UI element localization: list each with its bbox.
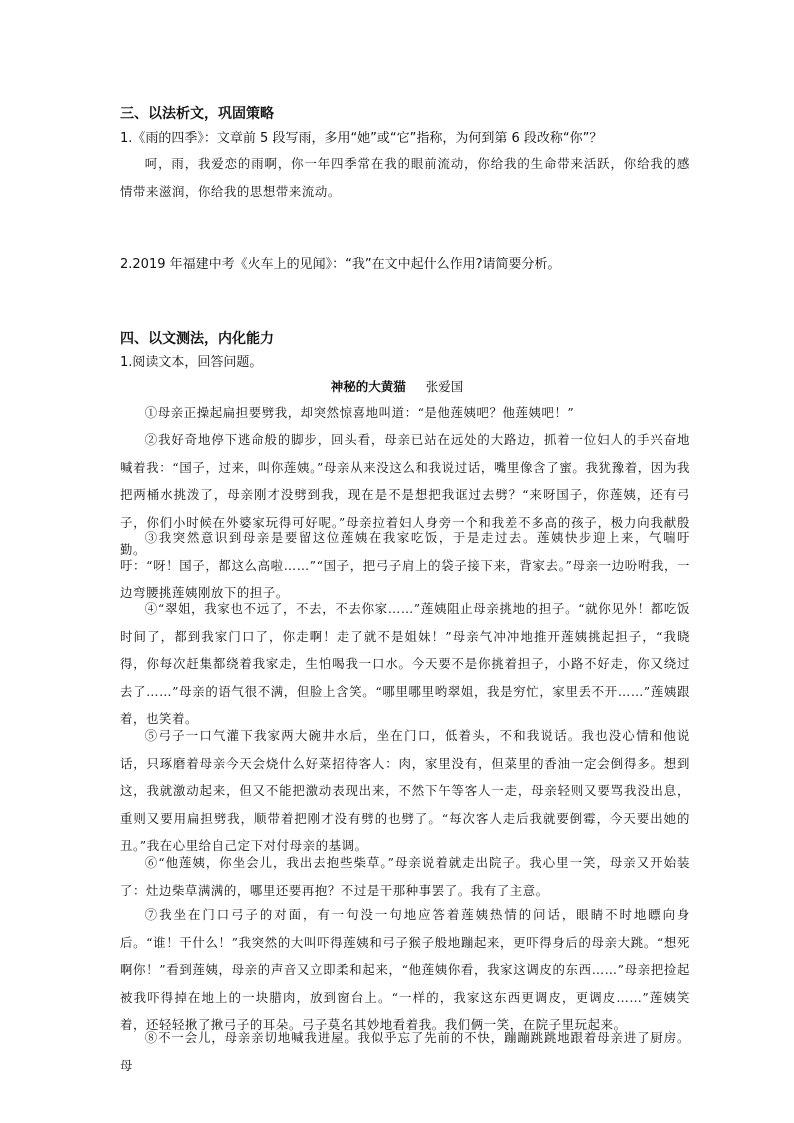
article-paragraph-5: ⑤弓子一口气灌下我家两大碗井水后，坐在门口，低着头，不和我说话。我也没心情和他说话，只琢磨着母亲今天会烧什么好菜招待客人：肉，家里没有，但菜里的香油一定会倒得多。想到这，我就激动起来，但又不能把激动表现出来，不然下午等客人一走，母亲轻则又要骂我没出息，重则又要用扁担劈我，顺带着把刚才没有劈的也劈了。“每次客人走后我就要倒霉，今天要出她的丑。”我在心里给自己定下对付母亲的基调。: [120, 728, 690, 853]
article-paragraph-8: ⑧不一会儿，母亲亲切地喊我进屋。我似乎忘了先前的不快，蹦蹦跳跳地跟着母亲进了厨房。母: [120, 1030, 690, 1073]
article-paragraph-4: ④“翠姐，我家也不远了，不去，不去你家……”莲姨阻止母亲挑地的担子。“就你见外！都吃饭时间了，都到我家门口了，你走啊！走了就不是姐妹！”母亲气冲冲地推开莲姨挑起担子，“我晓得，你每次赶集都绕着我家走，生怕喝我一口水。今天要不是你挑着担子，小路不好走，你又绕过去了……”母亲的语气很不满，但脸上含笑。“哪里哪里哟翠姐，我是穷忙，家里丢不开……”莲姨跟着，也笑着。: [120, 601, 690, 726]
article-paragraph-1: ①母亲正操起扁担要劈我，却突然惊喜地叫道：“是他莲姨吧？他莲姨吧！”: [144, 405, 575, 420]
section-3-heading: 三、以法析文，巩固策略: [120, 106, 274, 122]
section-3-question-1: 1.《雨的四季》：文章前 5 段写雨，多用“她”或“它”指称，为何到第 6 段改称“你”？: [120, 131, 603, 146]
article-paragraph-7: ⑦我坐在门口弓子的对面，有一句没一句地应答着莲姨热情的问话，眼睛不时地瞟向身后。“谁！干什么！”我突然的大叫吓得莲姨和弓子猴子般地蹦起来，更吓得身后的母亲大跳。“想死啊你！”看到莲姨，母亲的声音又立即柔和起来，“他莲姨你看，我家这调皮的东西……”母亲把捡起被我吓得掉在地上的一块腊肉，放到窗台上。“一样的，我家这东西更调皮，更调皮……”莲姨笑着，还轻轻揪了揪弓子的耳朵。弓子莫名其妙地看着我。我们俩一笑，在院子里玩起来。: [120, 907, 690, 1032]
section-3-question-2: 2.2019 年福建中考《火车上的见闻》：“我”在文中起什么作用?请简要分析。: [120, 257, 561, 272]
section-4-question-1: 1.阅读文本，回答问题。: [120, 355, 263, 370]
section-3-example-quote: 呵，雨，我爱恋的雨啊，你一年四季常在我的眼前流动，你给我的生命带来活跃，你给我的感情带来滋润，你给我的思想带来流动。: [120, 156, 690, 199]
article-paragraph-2: ②我好奇地停下逃命般的脚步，回头看，母亲已站在远处的大路边，抓着一位妇人的手兴奋地喊着我：“国子，过来，叫你莲姨。”母亲从来没这么和我说过话，嘴里像含了蜜。我犹豫着，因为我把两桶水挑泼了，母亲刚才没劈到我，现在是不是想把我诓过去劈？“来呀国子，你莲姨，还有弓子，你们小时候在外婆家玩得可好呢。”母亲拉着妇人身旁一个和我差不多高的孩子，极力向我献殷勤。: [120, 432, 690, 557]
article-title: 神秘的大黄猫: [330, 379, 406, 394]
article-paragraph-6: ⑥“他莲姨，你坐会儿，我出去抱些柴草。”母亲说着就走出院子。我心里一笑，母亲又开始装了：灶边柴草满满的，哪里还要再抱？不过是干那种事罢了。我有了主意。: [120, 855, 690, 898]
article-title-line: [0, 378, 794, 396]
article-paragraph-3: ③我突然意识到母亲是要留这位莲姨在我家吃饭，于是走过去。莲姨快步迎上来，气喘吁吁：“呀！国子，都这么高啦……”“国子，把弓子肩上的袋子接下来，背家去。”母亲一边吩咐我，一边弯腰挑莲姨刚放下的担子。: [120, 530, 690, 600]
section-4-heading: 四、以文测法，内化能力: [120, 331, 274, 347]
article-author: 张爱国: [425, 379, 464, 394]
